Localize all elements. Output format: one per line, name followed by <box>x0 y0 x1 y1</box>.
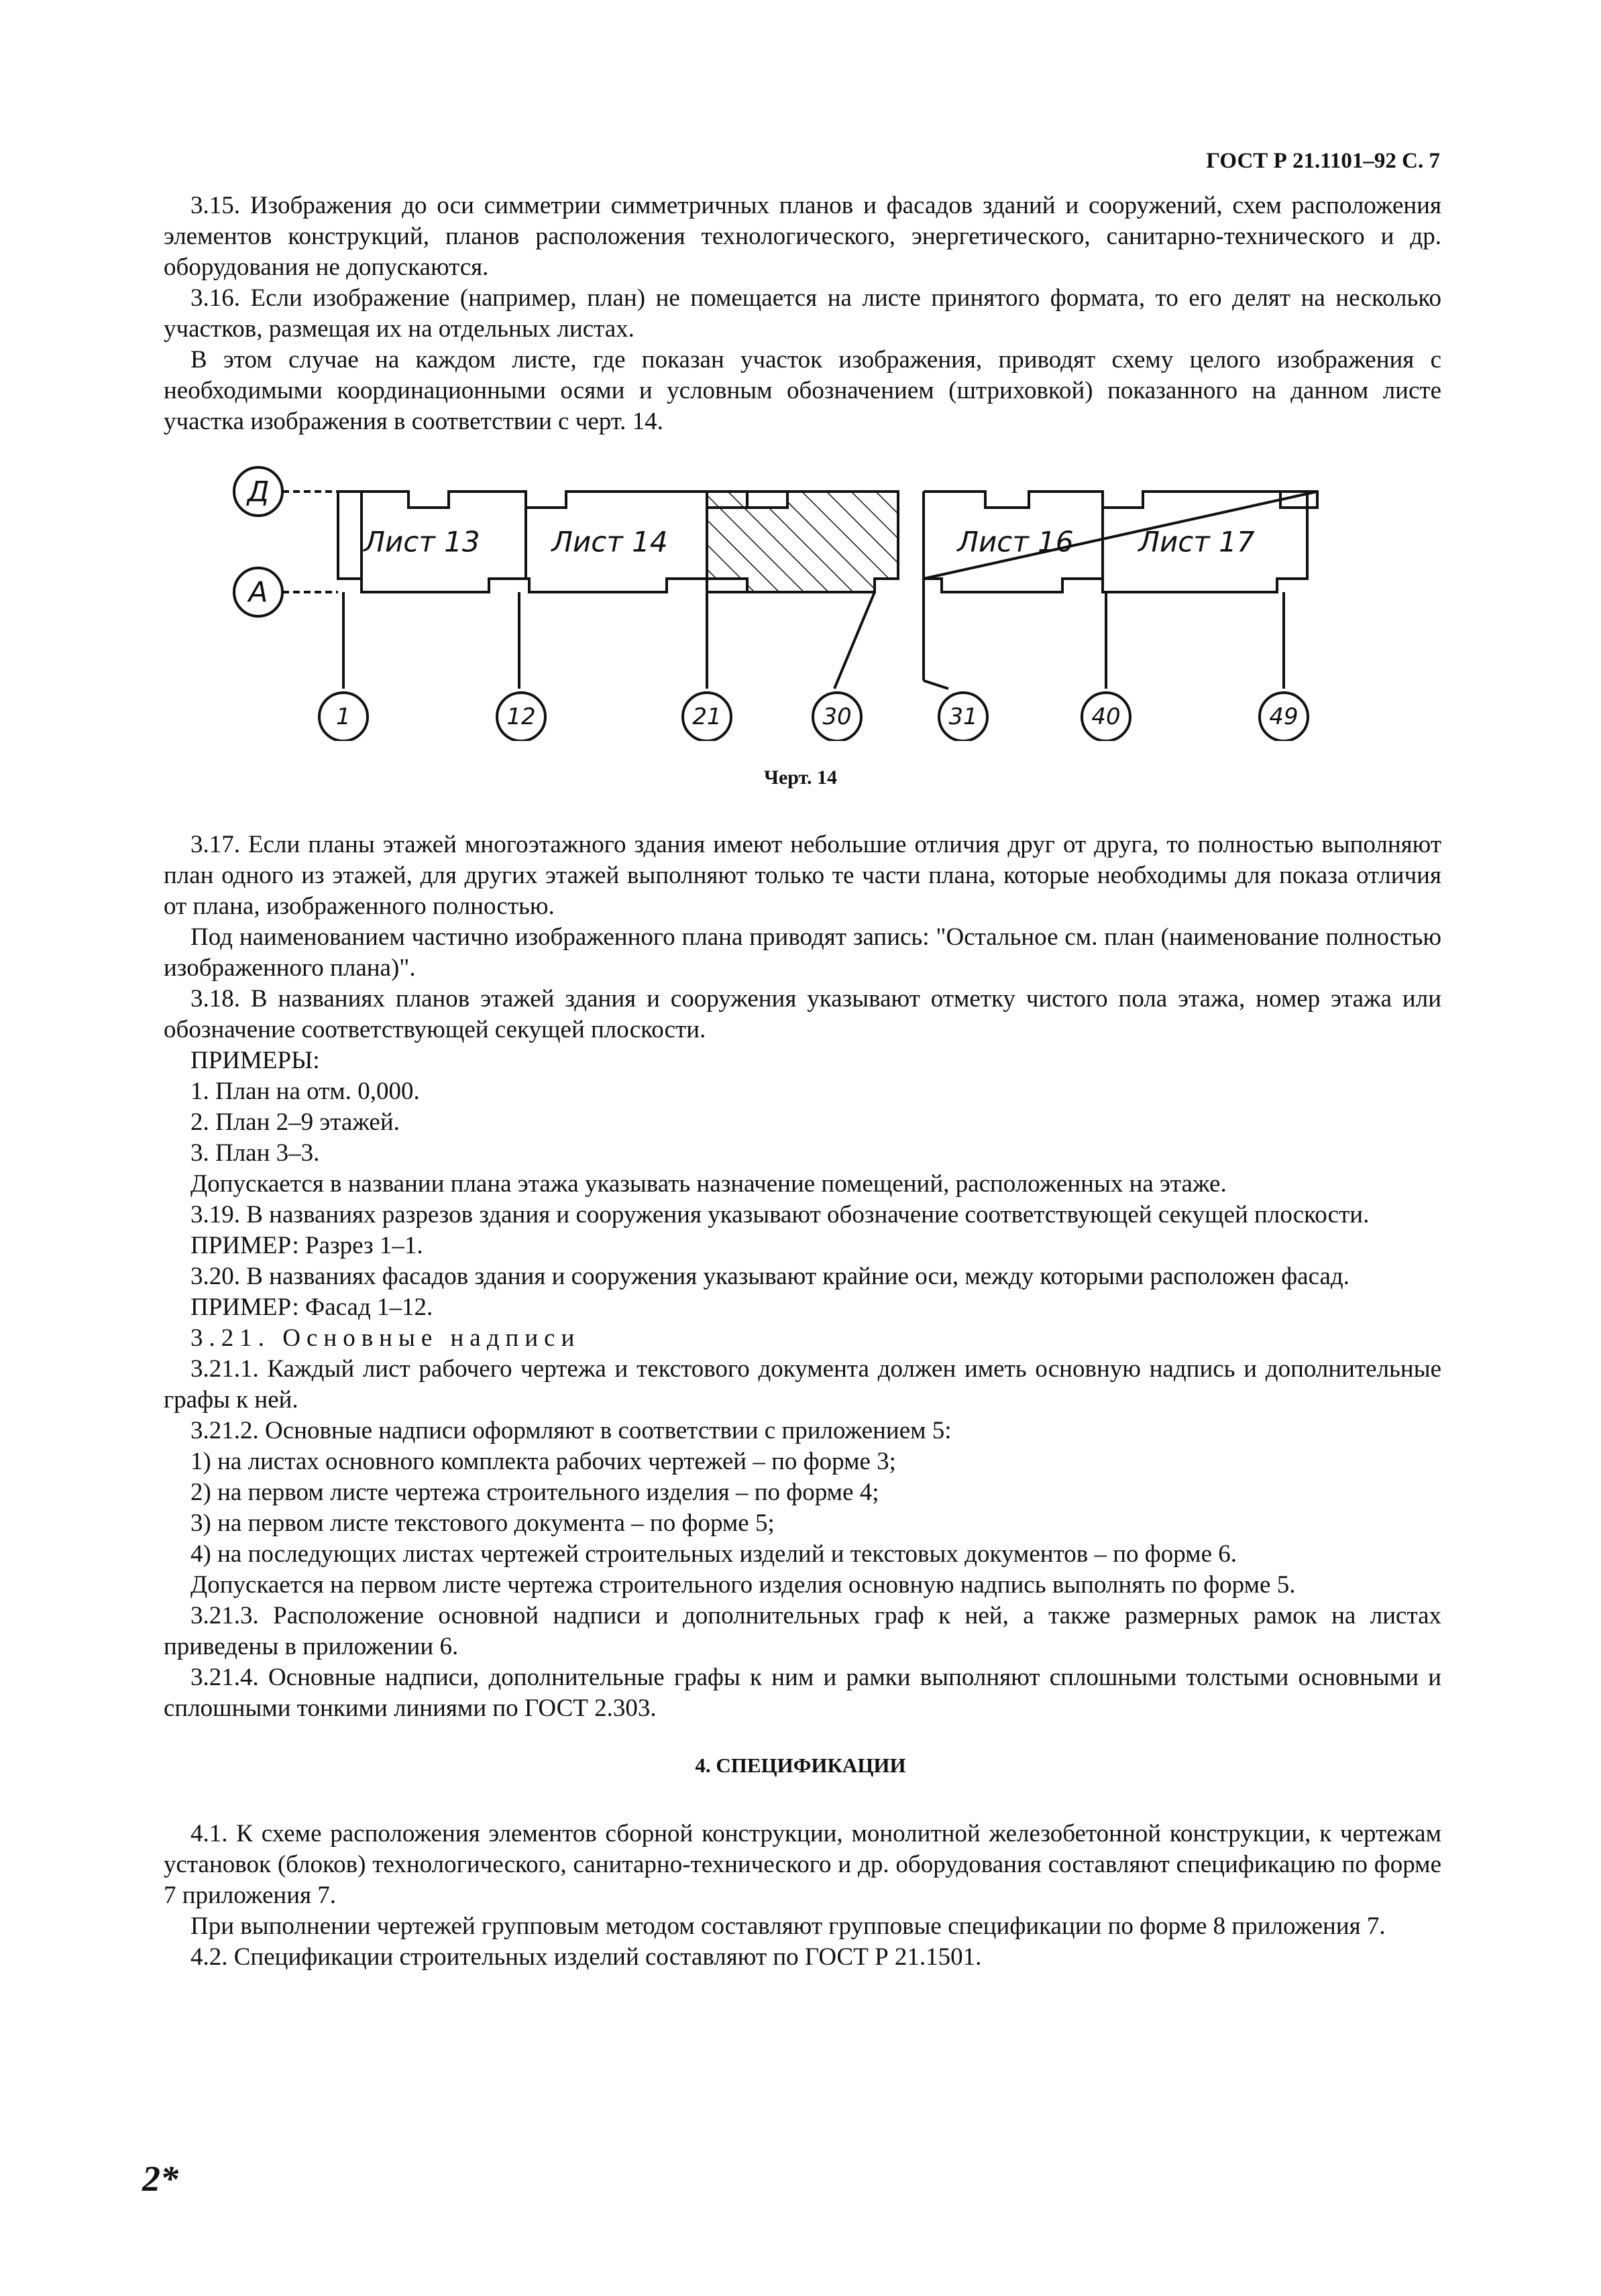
example-3-19: ПРИМЕР: Разрез 1–1. <box>190 1232 423 1259</box>
paragraph-3-20: 3.20. В названиях фасадов здания и сооружения указывают крайние оси, между которыми расположен фасад. <box>190 1263 1349 1290</box>
section-4-title: 4. СПЕЦИФИКАЦИИ <box>695 1754 906 1777</box>
sheet-label-14: Лист 14 <box>551 525 668 559</box>
axis-number-40: 40 <box>1091 703 1121 730</box>
heading-3-21: 3.21. Основные надписи <box>190 1324 581 1352</box>
paragraph-3-17: 3.17. Если планы этажей многоэтажного здания имеют небольшие отличия друг от друга, то полностью выполняют план одного из этажей, для других этажей выполняют только те части плана, которые необходимы для показа отличия от плана, изображенного полностью. <box>164 831 1441 920</box>
sheet-label-17: Лист 17 <box>1138 525 1255 559</box>
paragraph-3-17b: Под наименованием частично изображенного плана приводят запись: "Остальное см. план (наименование полностью изображенного плана)". <box>164 923 1441 982</box>
paragraph-3-16: 3.16. Если изображение (например, план) не помещается на листе принятого формата, то его делят на несколько участков, размещая их на отдельных листах. <box>164 284 1441 343</box>
sheet-label-13: Лист 13 <box>364 525 480 559</box>
paragraph-4-1: 4.1. К схеме расположения элементов сборной конструкции, монолитной железобетонной конструкции, к чертежам установок (блоков) технологического, санитарно-технического и др. оборудования составляют спецификацию по форме 7 приложения 7. <box>164 1820 1441 1909</box>
paragraph-3-19: 3.19. В названиях разрезов здания и сооружения указывают обозначение соответствующей секущей плоскости. <box>190 1201 1370 1228</box>
example-3-20: ПРИМЕР: Фасад 1–12. <box>190 1294 433 1321</box>
paragraph-3-21-2b: Допускается на первом листе чертежа строительного изделия основную надпись выполнять по форме 5. <box>190 1571 1296 1599</box>
plan-scheme-svg <box>164 446 1441 741</box>
paragraph-4-1b: При выполнении чертежей групповым методом составляют групповые спецификации по форме 8 приложения 7. <box>190 1912 1386 1940</box>
paragraph-3-21-3: 3.21.3. Расположение основной надписи и дополнительных граф к ней, а также размерных рамок на листах приведены в приложении 6. <box>164 1602 1441 1660</box>
example-1: 1. План на отм. 0,000. <box>190 1078 420 1105</box>
axis-number-31: 31 <box>948 703 978 730</box>
page-header: ГОСТ Р 21.1101–92 С. 7 <box>1206 149 1440 173</box>
list-item-3: 3) на первом листе текстового документа – по форме 5; <box>190 1509 775 1537</box>
axis-label-bottom: А <box>248 575 268 609</box>
axis-number-30: 30 <box>822 703 852 730</box>
list-item-4: 4) на последующих листах чертежей строительных изделий и текстовых документов – по форме 6. <box>190 1540 1237 1568</box>
example-3: 3. План 3–3. <box>190 1139 320 1167</box>
paragraph-3-21-4: 3.21.4. Основные надписи, дополнительные графы к ним и рамки выполняют сплошными толстыми основными и сплошными тонкими линиями по ГОСТ 2.303. <box>164 1664 1441 1722</box>
sheet-label-16: Лист 16 <box>957 525 1074 559</box>
page-mark: 2* <box>142 2159 178 2199</box>
axis-number-49: 49 <box>1269 703 1299 730</box>
axis-number-1: 1 <box>336 703 351 730</box>
paragraph-3-21-1: 3.21.1. Каждый лист рабочего чертежа и текстового документа должен иметь основную надпись и дополнительные графы к ней. <box>164 1355 1441 1414</box>
text-block-section-4 <box>164 1819 1441 1973</box>
axis-number-21: 21 <box>692 703 722 730</box>
axis-number-12: 12 <box>506 703 536 730</box>
text-block-main <box>164 829 1441 1724</box>
axis-label-top: Д <box>247 475 270 508</box>
hatched-sheet-15 <box>707 492 898 592</box>
list-item-1: 1) на листах основного комплекта рабочих чертежей – по форме 3; <box>190 1448 896 1475</box>
paragraph-3-18: 3.18. В названиях планов этажей здания и сооружения указывают отметку чистого пола этажа, номер этажа или обозначение соответствующей секущей плоскости. <box>164 985 1441 1043</box>
figure-caption: Черт. 14 <box>763 766 838 789</box>
paragraph-3-21-2: 3.21.2. Основные надписи оформляют в соответствии с приложением 5: <box>190 1417 952 1444</box>
example-2: 2. План 2–9 этажей. <box>190 1108 400 1136</box>
paragraph-4-2: 4.2. Спецификации строительных изделий составляют по ГОСТ Р 21.1501. <box>190 1943 982 1971</box>
drawing-14 <box>164 446 1441 741</box>
paragraph-3-18b: Допускается в названии плана этажа указывать назначение помещений, расположенных на этаже. <box>190 1170 1227 1198</box>
text-block-top <box>164 190 1441 437</box>
paragraph-3-16b: В этом случае на каждом листе, где показан участок изображения, приводят схему целого изображения с необходимыми координационными осями и условным обозначением (штриховкой) показанного на данном листе участка изображения в соответствии с черт. 14. <box>164 346 1441 435</box>
list-item-2: 2) на первом листе чертежа строительного изделия – по форме 4; <box>190 1479 879 1506</box>
paragraph-3-15: 3.15. Изображения до оси симметрии симметричных планов и фасадов зданий и сооружений, схем расположения элементов конструкций, планов расположения технологического, энергетического, санитарно-технического и др. оборудования не допускаются. <box>164 192 1441 281</box>
examples-label: ПРИМЕРЫ: <box>190 1047 320 1074</box>
